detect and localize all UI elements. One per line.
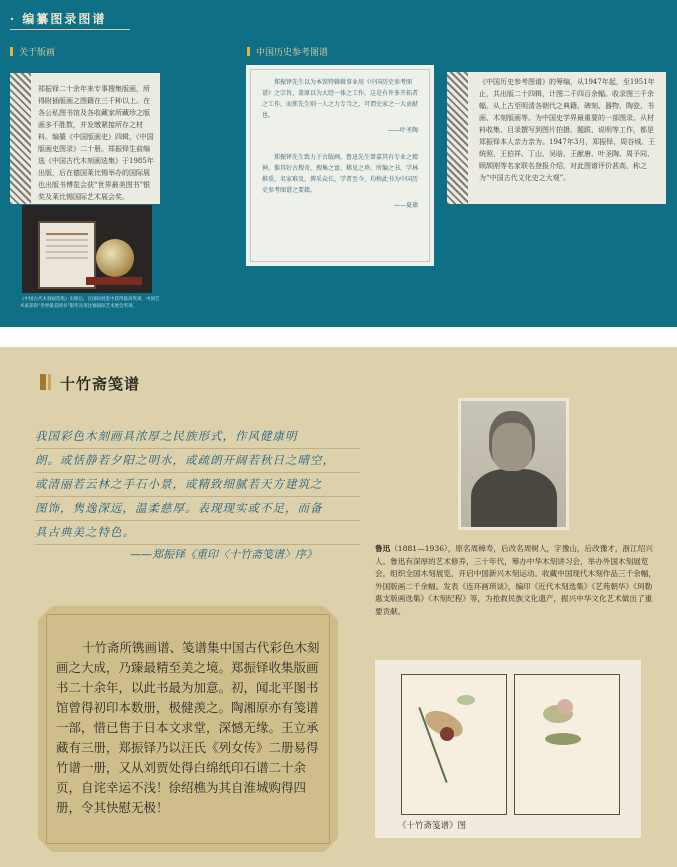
medal-stand — [86, 277, 142, 285]
award-photo — [22, 205, 152, 293]
quote-line: 具古典美之特色。 — [35, 521, 360, 545]
middle-signature: ——夏鼐 — [393, 202, 418, 209]
quote-line: 或清丽若云林之手石小景，或精致细腻若天方建筑之 — [35, 473, 360, 497]
plates-caption: 《十竹斋笺谱》图 — [398, 821, 467, 831]
bio-name: 鲁迅 — [375, 544, 391, 553]
about-text: 郑振铎二十余年来专事搜集版画，所得附插版画之图籍在三千种以上。在各公私图书馆及各收藏家所藏珍之版画多不胜数，并发缴紧接所存之材料。编纂《中国版画史》四辑，《中国版画史图录》二十册。郑振铎生前编选《中国古代木刻画选集》于1985年出版，后在德国莱比锡举办的国际展也出版书博览会获“世界最美图书”银奖及莱比锡国际艺术展会奖。 — [38, 85, 154, 201]
quote-line: 我国彩色木刻画具浓厚之民族形式，作风健康明 — [35, 425, 360, 449]
section-heading-middle — [247, 45, 328, 58]
quote-block — [35, 425, 360, 545]
middle-card — [246, 65, 434, 266]
bottom-title: 十竹斋笺谱 — [60, 375, 141, 393]
main-text: 十竹斋所镌画谱、笺谱集中国古代彩色木刻画之大成，乃臻最精至美之境。郑振铎收集版画书二十余年，以此书最为加意。初，闻北平图书馆曾得初印本数册，极健羡之。陶湘原亦有笺谱一部，惜已售于日本文求堂，深憾无缘。王立承藏有三册，郑振铎乃以汪氏《列女传》二册易得竹谱一册，又从刘贾处得白绵纸印石谱二十余页，自诧幸运不浅！徐绍樵为其自淮城购得四册，令其快慰无极！ — [56, 640, 320, 815]
bio-text — [375, 543, 657, 618]
middle-signature: ——叶圣陶 — [387, 127, 418, 134]
right-card — [447, 72, 666, 204]
top-title: · 编纂图录图谱 — [10, 12, 107, 26]
right-text: 《中国历史参考图谱》的筹编，从1947年起，至1951年止，共出版二十四辑，计图二千四百余幅。收录图三千余幅，从上古至明清各朝代之典籍、碑刻、器物、陶瓷、书画、木刻版画等。为中国史学界最重要的一部图录。从材料收集、目录撰写到图片拍摄、题跋、说明等工作，都是郑振铎本人亲力亲为。1947年3月，郑振铎、周谷城、王统照、王伯祥、丁山、吴晗、王献唐、叶圣陶、周予同、顾颉刚等名家联名登报介绍，对此图谱评价甚高，称之为“中国古代文化史之大观”。 — [479, 78, 656, 182]
about-card — [10, 73, 160, 204]
quote-line: 图饰，隽逸深远，温柔慈厚。表现现实或不足，而备 — [35, 497, 360, 521]
pattern-strip — [10, 73, 31, 204]
award-caption: 《中国古代木刻画选集》出版后，在国际展览中获得最高奖项，中国艺术家获得“世界最美图书”银奖及莱比锡国际艺术展会奖项。 — [20, 297, 160, 309]
middle-paragraph: 郑振铎先生以为本馆特辑辑事业用《中国历史参考图谱》之宗旨，盖原以为大经一体之工作，这是有许多开拓者之工作，而郑先生则一人之力专当之，可谓史家之一大贡献也。 — [262, 79, 419, 119]
section-label: 关于版画 — [19, 48, 56, 58]
bio-body: （1881—1936），原名周樟寿，后改名周树人，字豫山，后改豫才，浙江绍兴人。鲁迅有深厚的艺术修养，三十年代，筹办中华木刻讲习会，举办外国木刻展览会，组织全国木刻展览，开启中国新兴木刻运动。收藏中国现代木刻作品三千余幅，外国版画二千余幅。发表《连环画琐谈》，编印《近代木刻选集》《艺苑朝华》《珂勒惠支版画选集》《木刻纪程》等，为抢救民族文化遗产，振兴中华文化艺术做出了重要贡献。 — [375, 544, 656, 616]
heading-marker-icon — [247, 47, 250, 56]
title-underline — [10, 29, 130, 30]
pattern-strip — [447, 72, 468, 204]
section-label: 中国历史参考图谱 — [256, 48, 329, 58]
plate-bird-icon — [401, 674, 507, 815]
plate-flower-icon — [514, 674, 620, 815]
heading-marker-icon — [48, 374, 51, 390]
quote-source: ——郑振铎《重印〈十竹斋笺谱〉序》 — [130, 548, 317, 561]
heading-marker-icon — [10, 47, 13, 56]
middle-paragraph: 郑振铎先生致力于古版画，鲁迅先生曾嘉其有专业之精神，惟其好古搜奇，搜集之富，稀见之珍，所编之书，学林推重，名家难及，博采众长，学者至今，均称此书为中国历史参考图谱之要籍。 — [262, 154, 419, 194]
medal-icon — [96, 239, 134, 277]
quote-line: 朗。或恬静若夕阳之明水，或疏朗开阔若秋日之晴空， — [35, 449, 360, 473]
section-heading-about — [10, 45, 55, 58]
portrait-photo — [458, 398, 569, 530]
heading-marker-icon — [40, 374, 46, 390]
